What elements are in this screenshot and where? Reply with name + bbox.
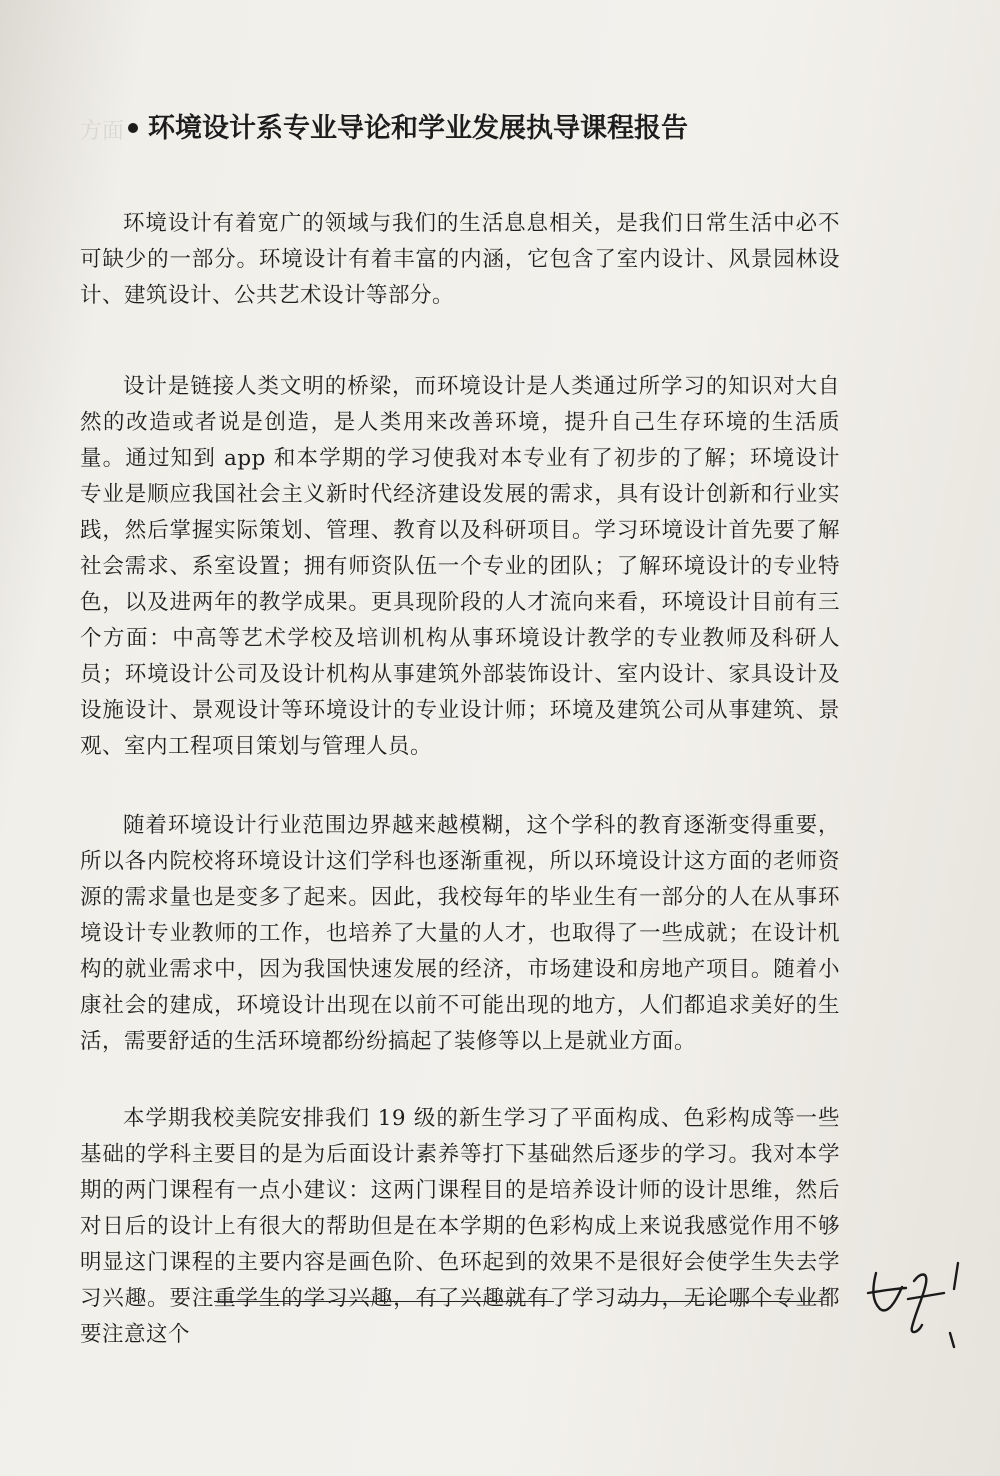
paragraph-employment: 随着环境设计行业范围边界越来越模糊，这个学科的教育逐渐变得重要，所以各内院校将环境设计这们学科也逐渐重视，所以环境设计这方面的老师资源的需求量也是变多了起来。因此，我校每年的毕业生有一部分的人在从事环境设计专业教师的工作，也培养了大量的人才，也取得了一些成就；在设计机构的就业需求中，因为我国快速发展的经济，市场建设和房地产项目。随着小康社会的建成，环境设计出现在以前不可能出现的地方，人们都追求美好的生活，需要舒适的生活环境都纷纷搞起了装修等以上是就业方面。 [80, 813, 840, 1054]
handwritten-comment-mark [862, 1255, 972, 1355]
paragraph-design-overview: 设计是链接人类文明的桥梁，而环境设计是人类通过所学习的知识对大自然的改造或者说是创造，是人类用来改善环境，提升自己生存环境的生活质量。通过知到 app 和本学期的学习使我对本专业有了初步的了解；环境设计专业是顺应我国社会主义新时代经济建设发展的需求，具有设计创新和行业实践，然后掌握实际策划、管理、教育以及科研项目。学习环境设计首先要了解社会需求、系室设置；拥有师资队伍一个专业的团队；了解环境设计的专业特色，以及进两年的教学成果。更具现阶段的人才流向来看，环境设计目前有三个方面：中高等艺术学校及培训机构从事环境设计教学的专业教师及科研人员；环境设计公司及设计机构从事建筑外部装饰设计、室内设计、家具设计及设施设计、景观设计等环境设计的专业设计师；环境及建筑公司从事建筑、景观、室内工程项目策划与管理人员。 [80, 374, 840, 759]
show-through-text: 方面 [80, 119, 125, 144]
paragraph-course-suggestions: 本学期我校美院安排我们 19 级的新生学习了平面构成、色彩构成等一些基础的学科主要目的是为后面设计素养等打下基础然后逐步的学习。我对本学期的两门课程有一点小建议：这两门课程目的是培养设计师的设计思维，然后对日后的设计上有很大的帮助但是在本学期的色彩构成上来说我感觉作用不够明显这门课程的主要内容是画色阶、色环起到的效果不是很好会使学生失去学习兴趣。要注重学生的学习兴趣，有了兴趣就有了学习动力，无论哪个专业都要注意这个 [80, 1106, 840, 1347]
paragraph-intro: 环境设计有着宽广的领域与我们的生活息息相关，是我们日常生活中必不可缺少的一部分。环境设计有着丰富的内涵，它包含了室内设计、风景园林设计、建筑设计、公共艺术设计等部分。 [80, 211, 840, 308]
document-title [128, 106, 688, 145]
handwritten-underline-1 [214, 1301, 554, 1302]
bullet-icon [128, 123, 138, 133]
handwritten-underline-2 [622, 1301, 822, 1302]
document-title-text: 环境设计系专业导论和学业发展执导课程报告 [148, 113, 688, 144]
